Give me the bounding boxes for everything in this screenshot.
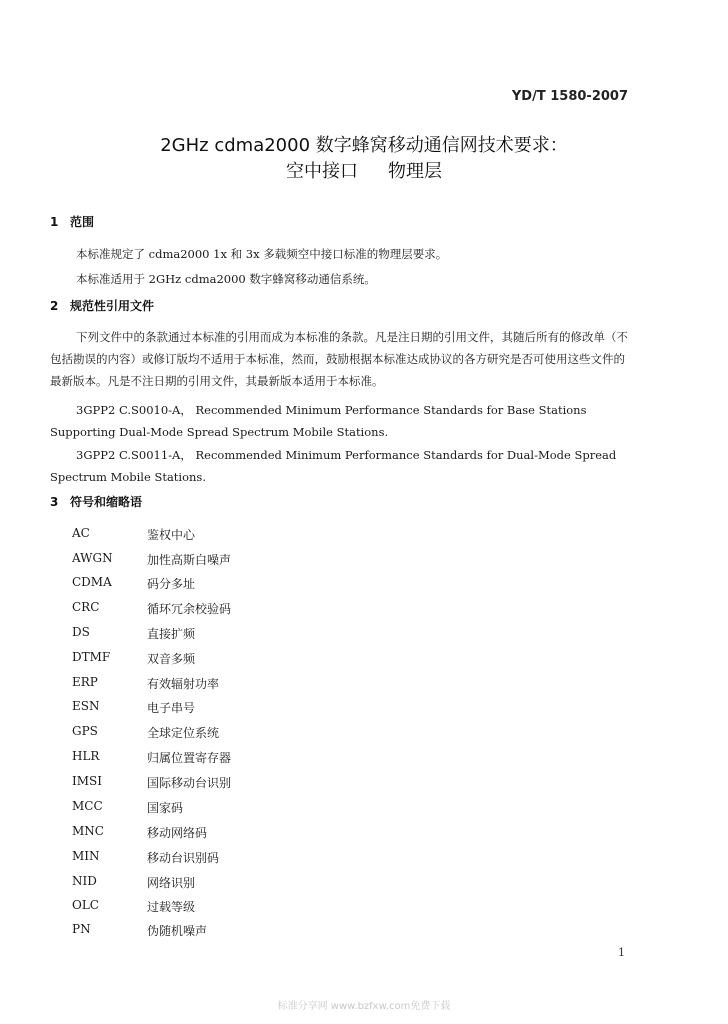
abbreviation-definition: 码分多址 — [147, 577, 196, 591]
abbreviation-definition: 全球定位系统 — [147, 726, 220, 740]
abbreviation-term: CDMA — [72, 575, 112, 589]
section-1-paragraph-1: 本标准规定了 cdma2000 1x 和 3x 多载频空中接口标准的物理层要求。 — [76, 247, 448, 261]
page-number: 1 — [618, 946, 625, 959]
abbreviation-definition: 加性高斯白噪声 — [147, 553, 232, 567]
abbreviation-term: ESN — [72, 699, 100, 713]
title-part-air-interface: 空中接口 — [286, 161, 358, 182]
abbreviation-term: DS — [72, 625, 90, 639]
document-title — [0, 134, 728, 184]
abbreviation-row — [72, 898, 372, 918]
abbreviation-row — [72, 699, 372, 719]
section-2-heading — [50, 297, 154, 314]
abbreviation-term: NID — [72, 874, 97, 888]
abbreviation-row — [72, 675, 372, 695]
abbreviation-definition: 归属位置寄存器 — [147, 751, 232, 765]
abbreviation-row — [72, 724, 372, 744]
abbreviation-term: DTMF — [72, 650, 111, 664]
abbreviation-term: OLC — [72, 898, 99, 912]
abbreviation-definition: 电子串号 — [147, 701, 196, 715]
title-part-physical-layer: 物理层 — [388, 161, 442, 182]
abbreviation-row — [72, 625, 372, 645]
abbreviation-term: ERP — [72, 675, 98, 689]
abbreviation-term: AC — [72, 526, 90, 540]
abbreviation-term: HLR — [72, 749, 100, 763]
abbreviation-row — [72, 824, 372, 844]
standard-number: YD/T 1580-2007 — [511, 89, 628, 104]
abbreviation-row — [72, 749, 372, 769]
title-line-1: 2GHz cdma2000 数字蜂窝移动通信网技术要求： — [160, 135, 568, 156]
section-title: 范围 — [70, 215, 95, 229]
section-2-intro: 下列文件中的条款通过本标准的引用而成为本标准的条款。凡是注日期的引用文件，其随后所有的修改单（不包括勘误的内容）或修订版均不适用于本标准，然而，鼓励根据本标准达成协议的各方研究是否可使用这些文件的最新版本。凡是不注日期的引用文件，其最新版本适用于本标准。 — [50, 330, 628, 388]
abbreviation-term: CRC — [72, 600, 100, 614]
abbreviation-row — [72, 575, 372, 595]
abbreviation-row — [72, 526, 372, 546]
abbreviation-row — [72, 600, 372, 620]
abbreviation-row — [72, 874, 372, 894]
abbreviation-definition: 过载等级 — [147, 900, 196, 914]
abbreviation-definition: 国家码 — [147, 801, 184, 815]
watermark: 标准分享网 www.bzfxw.com免费下载 — [277, 1001, 451, 1012]
abbreviation-row — [72, 650, 372, 670]
section-title: 规范性引用文件 — [70, 299, 155, 313]
section-3-heading — [50, 493, 142, 510]
abbreviation-term: IMSI — [72, 774, 102, 788]
abbreviation-definition: 伪随机噪声 — [147, 924, 208, 938]
abbreviation-row — [72, 774, 372, 794]
section-1-paragraph-2: 本标准适用于 2GHz cdma2000 数字蜂窝移动通信系统。 — [76, 272, 376, 286]
abbreviation-definition: 移动台识别码 — [147, 851, 220, 865]
abbreviation-definition: 直接扩频 — [147, 627, 196, 641]
abbreviation-definition: 有效辐射功率 — [147, 677, 220, 691]
section-number: 2 — [50, 299, 59, 313]
section-1-heading — [50, 213, 94, 230]
reference-2: 3GPP2 C.S0011-A， Recommended Minimum Performance Standards for Dual-Mode Spread Spectrum Mobile Stations. — [50, 448, 617, 484]
abbreviation-definition: 移动网络码 — [147, 826, 208, 840]
abbreviation-row — [72, 799, 372, 819]
abbreviation-definition: 循环冗余校验码 — [147, 602, 232, 616]
abbreviation-definition: 国际移动台识别 — [147, 776, 232, 790]
title-line-2 — [0, 160, 728, 184]
abbreviation-row — [72, 922, 372, 942]
abbreviation-term: AWGN — [72, 551, 113, 565]
abbreviation-term: GPS — [72, 724, 98, 738]
abbreviation-row — [72, 849, 372, 869]
section-number: 1 — [50, 215, 59, 229]
abbreviation-definition: 鉴权中心 — [147, 528, 196, 542]
abbreviation-term: MNC — [72, 824, 104, 838]
abbreviation-term: MIN — [72, 849, 100, 863]
reference-1: 3GPP2 C.S0010-A， Recommended Minimum Performance Standards for Base Stations Supporting Dual-Mode Spread Spectrum Mobile Stations. — [50, 403, 587, 439]
abbreviation-definition: 网络识别 — [147, 876, 196, 890]
abbreviation-row — [72, 551, 372, 571]
section-title: 符号和缩略语 — [70, 495, 143, 509]
abbreviation-term: MCC — [72, 799, 103, 813]
abbreviation-definition: 双音多频 — [147, 652, 196, 666]
section-number: 3 — [50, 495, 59, 509]
abbreviation-term: PN — [72, 922, 91, 936]
